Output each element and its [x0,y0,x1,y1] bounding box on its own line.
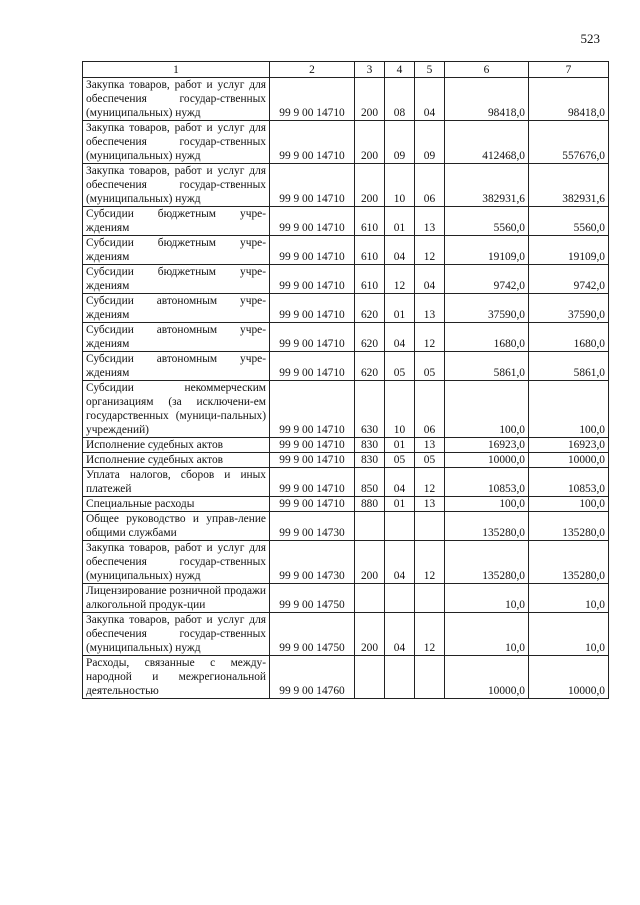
subsection-code: 13 [415,207,445,236]
column-header: 1 [83,62,270,78]
table-row [83,236,609,265]
amount-col6: 16923,0 [445,438,529,453]
amount-col7: 10853,0 [529,468,609,497]
expense-type-code [355,512,385,541]
expense-type-code: 620 [355,352,385,381]
amount-col6: 412468,0 [445,121,529,164]
amount-col7: 10,0 [529,584,609,613]
section-code [385,584,415,613]
amount-col6: 5861,0 [445,352,529,381]
amount-col7: 135280,0 [529,541,609,584]
amount-col6: 10000,0 [445,453,529,468]
section-code: 05 [385,352,415,381]
table-row [83,265,609,294]
column-header: 5 [415,62,445,78]
target-article-code: 99 9 00 14710 [270,294,355,323]
expense-name: Специальные расходы [83,497,270,512]
amount-col6: 135280,0 [445,512,529,541]
table-body [83,78,609,699]
target-article-code: 99 9 00 14710 [270,323,355,352]
table-row [83,512,609,541]
subsection-code: 04 [415,265,445,294]
table-row [83,164,609,207]
expense-type-code: 200 [355,164,385,207]
section-code: 04 [385,323,415,352]
expense-type-code: 620 [355,323,385,352]
amount-col6: 10,0 [445,584,529,613]
amount-col6: 100,0 [445,497,529,512]
subsection-code: 06 [415,164,445,207]
amount-col6: 1680,0 [445,323,529,352]
amount-col7: 100,0 [529,381,609,438]
table-row [83,323,609,352]
table-row [83,584,609,613]
amount-col6: 98418,0 [445,78,529,121]
subsection-code: 12 [415,468,445,497]
subsection-code: 13 [415,438,445,453]
section-code: 04 [385,236,415,265]
expense-type-code: 200 [355,613,385,656]
target-article-code: 99 9 00 14710 [270,438,355,453]
target-article-code: 99 9 00 14710 [270,207,355,236]
amount-col7: 5861,0 [529,352,609,381]
section-code [385,512,415,541]
section-code: 10 [385,164,415,207]
table-row [83,453,609,468]
amount-col7: 19109,0 [529,236,609,265]
subsection-code: 12 [415,323,445,352]
expense-name: Субсидии автономным учре-ждениям [83,294,270,323]
expense-name: Расходы, связанные с между-народной и межрегиональной деятельностью [83,656,270,699]
expense-name: Общее руководство и управ-ление общими службами [83,512,270,541]
table-row [83,121,609,164]
expense-name: Субсидии автономным учре-ждениям [83,352,270,381]
expense-type-code [355,656,385,699]
amount-col6: 135280,0 [445,541,529,584]
amount-col7: 16923,0 [529,438,609,453]
expense-name: Лицензирование розничной продажи алкогольной продук-ции [83,584,270,613]
column-header: 4 [385,62,415,78]
expense-name: Субсидии бюджетным учре-ждениям [83,236,270,265]
amount-col6: 9742,0 [445,265,529,294]
table-row [83,294,609,323]
amount-col6: 100,0 [445,381,529,438]
expense-type-code: 610 [355,236,385,265]
amount-col6: 5560,0 [445,207,529,236]
column-header: 7 [529,62,609,78]
section-code: 10 [385,381,415,438]
expense-name: Субсидии автономным учре-ждениям [83,323,270,352]
amount-col7: 98418,0 [529,78,609,121]
section-code: 01 [385,207,415,236]
target-article-code: 99 9 00 14750 [270,584,355,613]
subsection-code: 13 [415,294,445,323]
subsection-code [415,512,445,541]
section-code: 01 [385,294,415,323]
expense-name: Закупка товаров, работ и услуг для обеспечения государ-ственных (муниципальных) нужд [83,164,270,207]
expense-type-code: 620 [355,294,385,323]
amount-col6: 10853,0 [445,468,529,497]
expense-type-code: 200 [355,78,385,121]
target-article-code: 99 9 00 14710 [270,236,355,265]
expense-type-code: 610 [355,207,385,236]
header-row [83,62,609,78]
column-header: 3 [355,62,385,78]
target-article-code: 99 9 00 14710 [270,453,355,468]
amount-col7: 100,0 [529,497,609,512]
expense-type-code: 630 [355,381,385,438]
section-code: 12 [385,265,415,294]
section-code: 01 [385,497,415,512]
amount-col7: 5560,0 [529,207,609,236]
expense-name: Закупка товаров, работ и услуг для обеспечения государ-ственных (муниципальных) нужд [83,541,270,584]
expense-name: Исполнение судебных актов [83,438,270,453]
table-row [83,656,609,699]
section-code [385,656,415,699]
expense-type-code: 830 [355,438,385,453]
page-number: 523 [580,31,600,46]
amount-col7: 10,0 [529,613,609,656]
subsection-code: 05 [415,352,445,381]
amount-col7: 9742,0 [529,265,609,294]
expense-type-code: 200 [355,541,385,584]
table-row [83,468,609,497]
subsection-code: 12 [415,613,445,656]
target-article-code: 99 9 00 14730 [270,512,355,541]
section-code: 04 [385,541,415,584]
subsection-code: 04 [415,78,445,121]
section-code: 04 [385,468,415,497]
amount-col6: 10000,0 [445,656,529,699]
target-article-code: 99 9 00 14710 [270,352,355,381]
amount-col6: 382931,6 [445,164,529,207]
subsection-code: 12 [415,236,445,265]
budget-table [82,61,609,699]
expense-name: Уплата налогов, сборов и иных платежей [83,468,270,497]
expense-name: Субсидии бюджетным учре-ждениям [83,207,270,236]
subsection-code: 05 [415,453,445,468]
expense-name: Исполнение судебных актов [83,453,270,468]
table-row [83,541,609,584]
subsection-code [415,656,445,699]
amount-col7: 10000,0 [529,453,609,468]
subsection-code [415,584,445,613]
target-article-code: 99 9 00 14710 [270,381,355,438]
expense-type-code [355,584,385,613]
subsection-code: 13 [415,497,445,512]
section-code: 09 [385,121,415,164]
amount-col7: 10000,0 [529,656,609,699]
target-article-code: 99 9 00 14710 [270,497,355,512]
amount-col7: 557676,0 [529,121,609,164]
table-row [83,78,609,121]
target-article-code: 99 9 00 14710 [270,78,355,121]
target-article-code: 99 9 00 14710 [270,121,355,164]
expense-type-code: 850 [355,468,385,497]
subsection-code: 06 [415,381,445,438]
amount-col7: 382931,6 [529,164,609,207]
table-row [83,497,609,512]
target-article-code: 99 9 00 14710 [270,164,355,207]
target-article-code: 99 9 00 14760 [270,656,355,699]
amount-col7: 135280,0 [529,512,609,541]
target-article-code: 99 9 00 14710 [270,468,355,497]
amount-col6: 19109,0 [445,236,529,265]
column-header: 6 [445,62,529,78]
expense-name: Закупка товаров, работ и услуг для обеспечения государ-ственных (муниципальных) нужд [83,78,270,121]
target-article-code: 99 9 00 14750 [270,613,355,656]
section-code: 08 [385,78,415,121]
amount-col6: 10,0 [445,613,529,656]
amount-col6: 37590,0 [445,294,529,323]
target-article-code: 99 9 00 14710 [270,265,355,294]
column-header: 2 [270,62,355,78]
expense-name: Закупка товаров, работ и услуг для обеспечения государ-ственных (муниципальных) нужд [83,121,270,164]
table-row [83,613,609,656]
amount-col7: 1680,0 [529,323,609,352]
expense-type-code: 610 [355,265,385,294]
expense-type-code: 830 [355,453,385,468]
expense-name: Закупка товаров, работ и услуг для обеспечения государ-ственных (муниципальных) нужд [83,613,270,656]
expense-type-code: 880 [355,497,385,512]
expense-name: Субсидии бюджетным учре-ждениям [83,265,270,294]
section-code: 04 [385,613,415,656]
amount-col7: 37590,0 [529,294,609,323]
subsection-code: 09 [415,121,445,164]
section-code: 05 [385,453,415,468]
expense-name: Субсидии некоммерческим организациям (за исключени-ем государственных (муници-пальных) учреждений) [83,381,270,438]
subsection-code: 12 [415,541,445,584]
table-row [83,352,609,381]
target-article-code: 99 9 00 14730 [270,541,355,584]
table-row [83,207,609,236]
table-row [83,438,609,453]
table-row [83,381,609,438]
section-code: 01 [385,438,415,453]
expense-type-code: 200 [355,121,385,164]
